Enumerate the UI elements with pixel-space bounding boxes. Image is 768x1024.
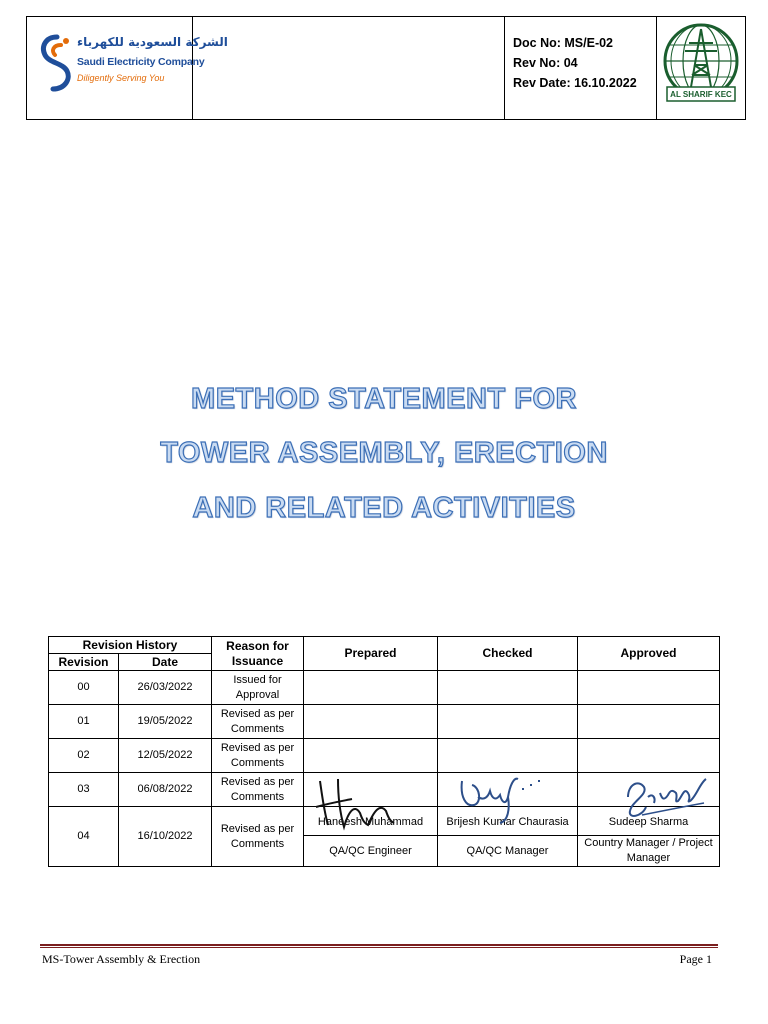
sec-tagline: Diligently Serving You	[77, 73, 165, 83]
doc-info	[513, 33, 637, 93]
date-cell: 06/08/2022	[119, 773, 212, 807]
table-row	[49, 739, 720, 773]
prepared-cell	[304, 705, 438, 739]
footer-rule	[40, 944, 718, 946]
revision-cell: 03	[49, 773, 119, 807]
reason-cell: Revised as per Comments	[212, 807, 304, 867]
reason-cell: Revised as per Comments	[212, 705, 304, 739]
approved-name-cell	[578, 807, 720, 836]
sec-arabic-name: الشركة السعودية للكهرباء	[77, 35, 228, 49]
sec-english-name: Saudi Electricity Company	[77, 56, 205, 68]
prepared-cell	[304, 739, 438, 773]
approved-name: Sudeep Sharma	[608, 816, 689, 828]
title-line-1: METHOD STATEMENT FOR	[191, 383, 577, 415]
checked-role: QA/QC Manager	[438, 836, 578, 867]
checked-header: Checked	[438, 637, 578, 671]
kec-logo-cell	[657, 17, 745, 119]
revision-col-header: Revision	[49, 654, 119, 671]
date-cell: 12/05/2022	[119, 739, 212, 773]
rev-date: Rev Date: 16.10.2022	[513, 76, 637, 90]
approved-cell	[578, 773, 720, 807]
prepared-header: Prepared	[304, 637, 438, 671]
reason-cell: Revised as per Comments	[212, 739, 304, 773]
document-header	[26, 16, 746, 120]
approved-header: Approved	[578, 637, 720, 671]
checked-name-cell	[438, 807, 578, 836]
reason-header: Reason for Issuance	[212, 637, 304, 671]
table-header-row	[49, 637, 720, 654]
footer-page-number: Page 1	[679, 952, 712, 966]
prepared-cell	[304, 671, 438, 705]
date-cell: 19/05/2022	[119, 705, 212, 739]
approved-cell	[578, 705, 720, 739]
footer-rule-thin	[40, 947, 718, 948]
date-cell: 26/03/2022	[119, 671, 212, 705]
doc-number: Doc No: MS/E-02	[513, 36, 614, 50]
prepared-role: QA/QC Engineer	[304, 836, 438, 867]
checked-cell	[438, 773, 578, 807]
checked-cell	[438, 739, 578, 773]
revision-history-header: Revision History	[49, 637, 212, 654]
reason-cell: Issued for Approval	[212, 671, 304, 705]
checked-cell	[438, 705, 578, 739]
revision-cell: 04	[49, 807, 119, 867]
title-line-2: TOWER ASSEMBLY, ERECTION	[160, 437, 608, 469]
sec-logo-cell	[27, 17, 228, 119]
date-col-header: Date	[119, 654, 212, 671]
date-cell: 16/10/2022	[119, 807, 212, 867]
reason-cell: Revised as per Comments	[212, 773, 304, 807]
approved-cell	[578, 671, 720, 705]
rev-number: Rev No: 04	[513, 56, 578, 70]
table-row	[49, 773, 720, 807]
table-row	[49, 671, 720, 705]
prepared-cell	[304, 773, 438, 807]
title-line-3: AND RELATED ACTIVITIES	[192, 492, 576, 524]
doc-info-cell	[505, 17, 657, 119]
approved-role: Country Manager / Project Manager	[578, 836, 720, 867]
sec-logo	[39, 31, 228, 109]
approved-cell	[578, 739, 720, 773]
revision-cell: 00	[49, 671, 119, 705]
prepared-name: Haneesh Muhammad	[317, 816, 424, 828]
sec-emblem-icon	[39, 33, 75, 95]
checked-name: Brijesh Kumar Chaurasia	[446, 816, 569, 828]
table-row	[49, 807, 720, 836]
revision-cell: 02	[49, 739, 119, 773]
kec-logo-text: AL SHARIF KEC	[670, 90, 732, 99]
revision-table	[48, 636, 720, 867]
table-row	[49, 705, 720, 739]
prepared-name-cell	[304, 807, 438, 836]
revision-cell: 01	[49, 705, 119, 739]
header-empty-cell	[193, 17, 505, 119]
footer-doc-title: MS-Tower Assembly & Erection	[42, 952, 201, 966]
kec-logo-icon	[661, 21, 741, 115]
checked-cell	[438, 671, 578, 705]
